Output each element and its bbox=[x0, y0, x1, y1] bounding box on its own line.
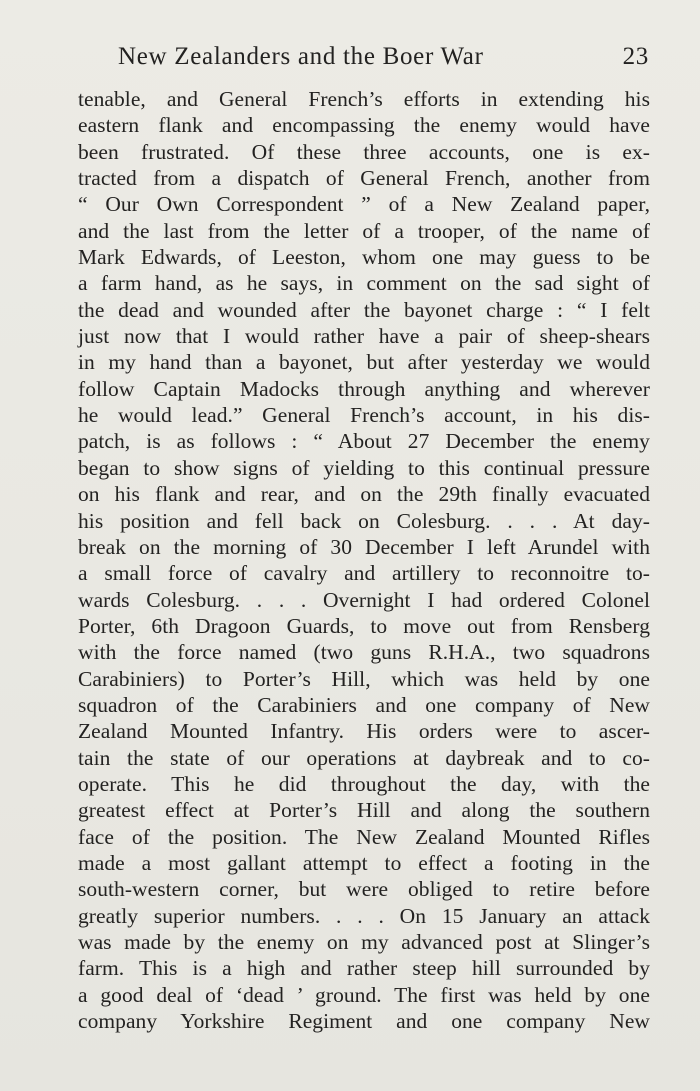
text-line: greatest effect at Porter’s Hill and along the southern bbox=[78, 798, 650, 823]
text-line: eastern flank and encompassing the enemy would have bbox=[78, 113, 650, 138]
text-line: wards Colesburg. . . . Overnight I had ordered Colonel bbox=[78, 587, 650, 612]
text-line: began to show signs of yielding to this continual pressure bbox=[78, 455, 650, 480]
text-line: his position and fell back on Colesburg. . . . At day- bbox=[78, 508, 650, 533]
text-line: a good deal of ‘dead ’ ground. The first was held by one bbox=[78, 982, 650, 1007]
text-line: made a most gallant attempt to effect a footing in the bbox=[78, 850, 650, 875]
text-line: operate. This he did throughout the day, with the bbox=[78, 771, 650, 796]
text-line: Zealand Mounted Infantry. His orders were to ascer- bbox=[78, 719, 650, 744]
text-line: been frustrated. Of these three accounts, one is ex- bbox=[78, 139, 650, 164]
text-line: squadron of the Carabiniers and one company of New bbox=[78, 692, 650, 717]
text-line: tenable, and General French’s efforts in extending his bbox=[78, 87, 650, 111]
text-line: just now that I would rather have a pair of sheep-shears bbox=[78, 324, 650, 349]
text-line: a small force of cavalry and artillery to reconnoitre to- bbox=[78, 561, 650, 586]
text-line: on his flank and rear, and on the 29th finally evacuated bbox=[78, 482, 650, 507]
page-number: 23 bbox=[622, 43, 649, 70]
text-line: Porter, 6th Dragoon Guards, to move out from Rensberg bbox=[78, 613, 650, 638]
text-line: was made by the enemy on my advanced post at Slinger’s bbox=[78, 930, 650, 954]
text-line: with the force named (two guns R.H.A., two squadrons bbox=[78, 640, 650, 665]
text-line: and the last from the letter of a trooper, of the name of bbox=[78, 218, 650, 243]
running-head bbox=[118, 39, 653, 75]
text-line: face of the position. The New Zealand Mounted Rifles bbox=[78, 824, 650, 849]
body-text bbox=[78, 86, 650, 1034]
text-line: a farm hand, as he says, in comment on the sad sight of bbox=[78, 271, 650, 296]
text-line: follow Captain Madocks through anything and wherever bbox=[78, 376, 650, 401]
text-line: he would lead.” General French’s account, in his dis- bbox=[78, 403, 650, 428]
text-line: Carabiniers) to Porter’s Hill, which was held by one bbox=[78, 666, 650, 691]
text-line: farm. This is a high and rather steep hill surrounded by bbox=[78, 956, 650, 981]
text-line: company Yorkshire Regiment and one company New bbox=[78, 1009, 650, 1034]
text-line: south-western corner, but were obliged to retire before bbox=[78, 877, 650, 902]
text-line: in my hand than a bayonet, but after yesterday we would bbox=[78, 350, 650, 375]
text-line: break on the morning of 30 December I left Arundel with bbox=[78, 534, 650, 559]
text-line: Mark Edwards, of Leeston, whom one may guess to be bbox=[78, 245, 650, 270]
text-line: “ Our Own Correspondent ” of a New Zealand paper, bbox=[78, 192, 650, 217]
text-line: tain the state of our operations at daybreak and to co- bbox=[78, 745, 650, 770]
text-line: the dead and wounded after the bayonet charge : “ I felt bbox=[78, 297, 650, 322]
text-line: tracted from a dispatch of General French, another from bbox=[78, 166, 650, 191]
running-head-title: New Zealanders and the Boer War bbox=[118, 43, 484, 70]
text-line: patch, is as follows : “ About 27 December the enemy bbox=[78, 429, 650, 454]
text-line: greatly superior numbers. . . . On 15 January an attack bbox=[78, 903, 650, 928]
